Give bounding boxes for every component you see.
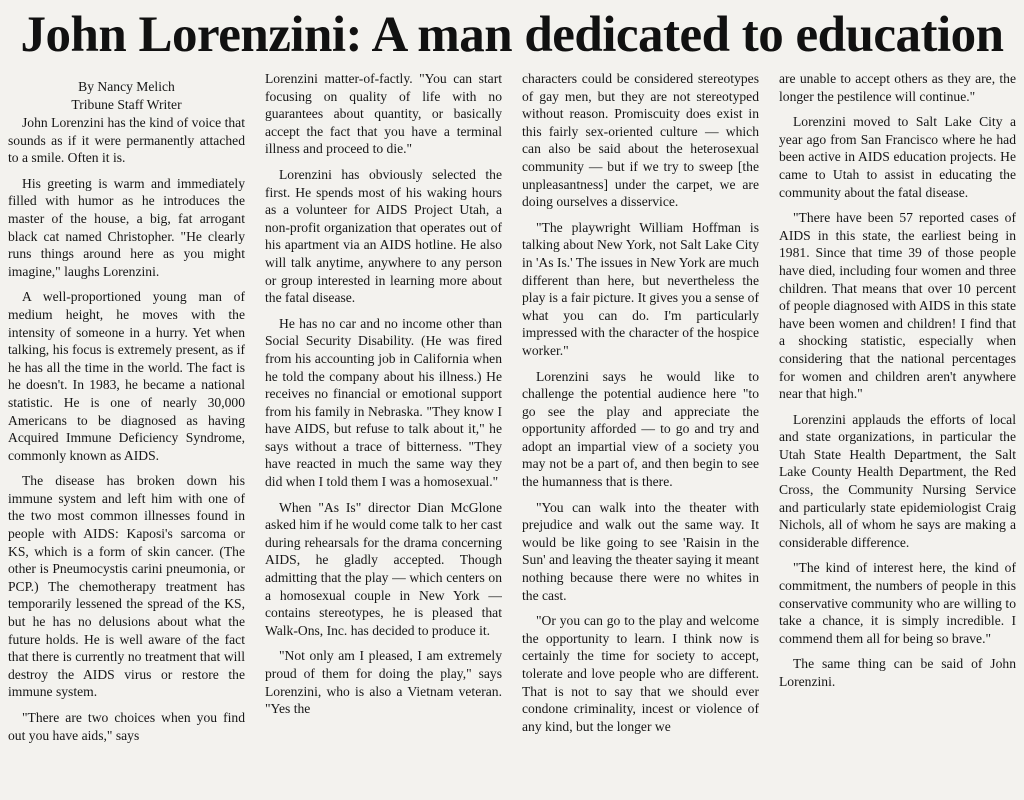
column-4: [779, 70, 1016, 800]
paragraph: The same thing can be said of John Lorenzini.: [779, 656, 1016, 689]
headline: John Lorenzini: A man dedicated to education: [20, 7, 1004, 63]
paragraph: Lorenzini moved to Salt Lake City a year ago from San Francisco where he had been active in AIDS education projects. He came to Utah to assist in educating the community about the fatal disease.: [779, 114, 1016, 200]
byline-title: Tribune Staff Writer: [71, 97, 182, 112]
paragraph: His greeting is warm and immediately filled with humor as he introduces the master of the house, a big, fat arrogant black cat named Christopher. "He clearly runs things around here as you might imagine," laughs Lorenzini.: [8, 175, 245, 279]
column-3: [522, 70, 759, 800]
paragraph: Lorenzini has obviously selected the first. He spends most of his waking hours as a volunteer for AIDS Project Utah, a non-profit organization that operates out of his apartment via an AIDS hotline. He also will talk anytime, anywhere to any person or group interested in learning more about the fatal disease.: [265, 166, 502, 306]
paragraph: characters could be considered stereotypes of gay men, but they are not stereotyped without reason. Promiscuity does exist in this fairly sex-oriented culture — which can also be said about the heterosexual community — but if we try to sweep [the unpleasantness] under the carpet, we are doing ourselves a disservice.: [522, 71, 759, 210]
paragraph: "There are two choices when you find out you have aids," says: [8, 710, 245, 743]
paragraph: "The kind of interest here, the kind of commitment, the numbers of people in this conservative community who are willing to take a chance, it is simply incredible. I commend them all for being so brave.": [779, 560, 1016, 646]
paragraph: are unable to accept others as they are, the longer the pestilence will continue.": [779, 71, 1016, 104]
paragraph: When "As Is" director Dian McGlone asked him if he would come talk to her cast during rehearsals for the drama concerning AIDS, he gladly accepted. Though admitting that the play — which centers on a homosexual couple in New York — contains stereotypes, he is pleased that Walk-Ons, Inc. has decided to produce it.: [265, 499, 502, 638]
paragraph: "You can walk into the theater with prejudice and walk out the same way. It would be like going to see 'Raisin in the Sun' and leaving the theater saying it meant nothing because there were no whites in the cast.: [522, 499, 759, 603]
paragraph: "Or you can go to the play and welcome the opportunity to learn. I think now is certainly the time for society to accept, tolerate and love people who are different. That is not to say that we should ever condone criminality, incest or violence of any kind, but the longer we: [522, 613, 759, 734]
byline: [8, 78, 245, 114]
byline-author: By Nancy Melich: [78, 79, 175, 94]
paragraph: Lorenzini applauds the efforts of local and state organizations, in particular the Utah State Health Department, the Salt Lake County Health Department, the Red Cross, the Community Nursing Service and particularly state epidemiologist Craig Nichols, all of whom he says are making a considerable difference.: [779, 411, 1016, 550]
paragraph: John Lorenzini has the kind of voice that sounds as if it were permanently attached to a smile. Often it is.: [8, 115, 245, 166]
paragraph: Lorenzini matter-of-factly. "You can start focusing on quality of life with no guarantees about quantity, or basically accept the fact that you have a terminal illness and proceed to die.": [265, 71, 502, 157]
paragraph: "Not only am I pleased, I am extremely proud of them for doing the play," says Lorenzini, who is also a Vietnam veteran. "Yes the: [265, 648, 502, 717]
paragraph: A well-proportioned young man of medium height, he moves with the intensity of someone in a hurry. Yet when talking, his focus is extremely present, as if he has all the time in the world. The fact is he doesn't. In 1983, he became a national statistic. He is one of nearly 30,000 Americans to be diagnosed as having Acquired Immune Deficiency Syndrome, commonly known as AIDS.: [8, 289, 245, 463]
paragraph: Lorenzini says he would like to challenge the potential audience here "to go see the play and appreciate the opportunity afforded — to go and try and adopt an impartial view of a society you may not be a part of, and then begin to see the humanness that is there.: [522, 368, 759, 490]
paragraph: "There have been 57 reported cases of AIDS in this state, the earliest being in 1981. Since that time 39 of those people have died, including four women and three children. That means that over 10 percent of people diagnosed with AIDS in this state have been women and children! I find that a shocking statistic, especially when considering that the national percentages for women and children aren't anywhere near that high.": [779, 210, 1016, 402]
paragraph: "The playwright William Hoffman is talking about New York, not Salt Lake City in 'As Is.' The issues in New York are much different than here, but nevertheless the play is a fair picture. It gives you a sense of what you can do. I'm particularly impressed with the character of the hospice worker.": [522, 219, 759, 358]
column-1: [8, 70, 245, 800]
article-columns: [8, 70, 1016, 800]
paragraph: The disease has broken down his immune system and left him with one of the two most common illnesses found in people with AIDS: Kaposi's sarcoma or KS, which is a form of skin cancer. (The other is Pneumocystis carini pneumonia, or PCP.) The chemotherapy treatment has temporarily lessened the spread of the KS, but he has no delusions about what the future holds. He is well aware of the fact that there is currently no treatment that will destroy the AIDS virus or restore the immune system.: [8, 473, 245, 700]
column-2: [265, 70, 502, 800]
paragraph: He has no car and no income other than Social Security Disability. (He was fired from his accounting job in California when he told the company about his illness.) He receives no financial or emotional support from his family in Nebraska. "They know I have AIDS, but refuse to talk about it," he says without a trace of bitterness. "They have reacted in much the same way they did when I told them I was a homosexual.": [265, 315, 502, 490]
